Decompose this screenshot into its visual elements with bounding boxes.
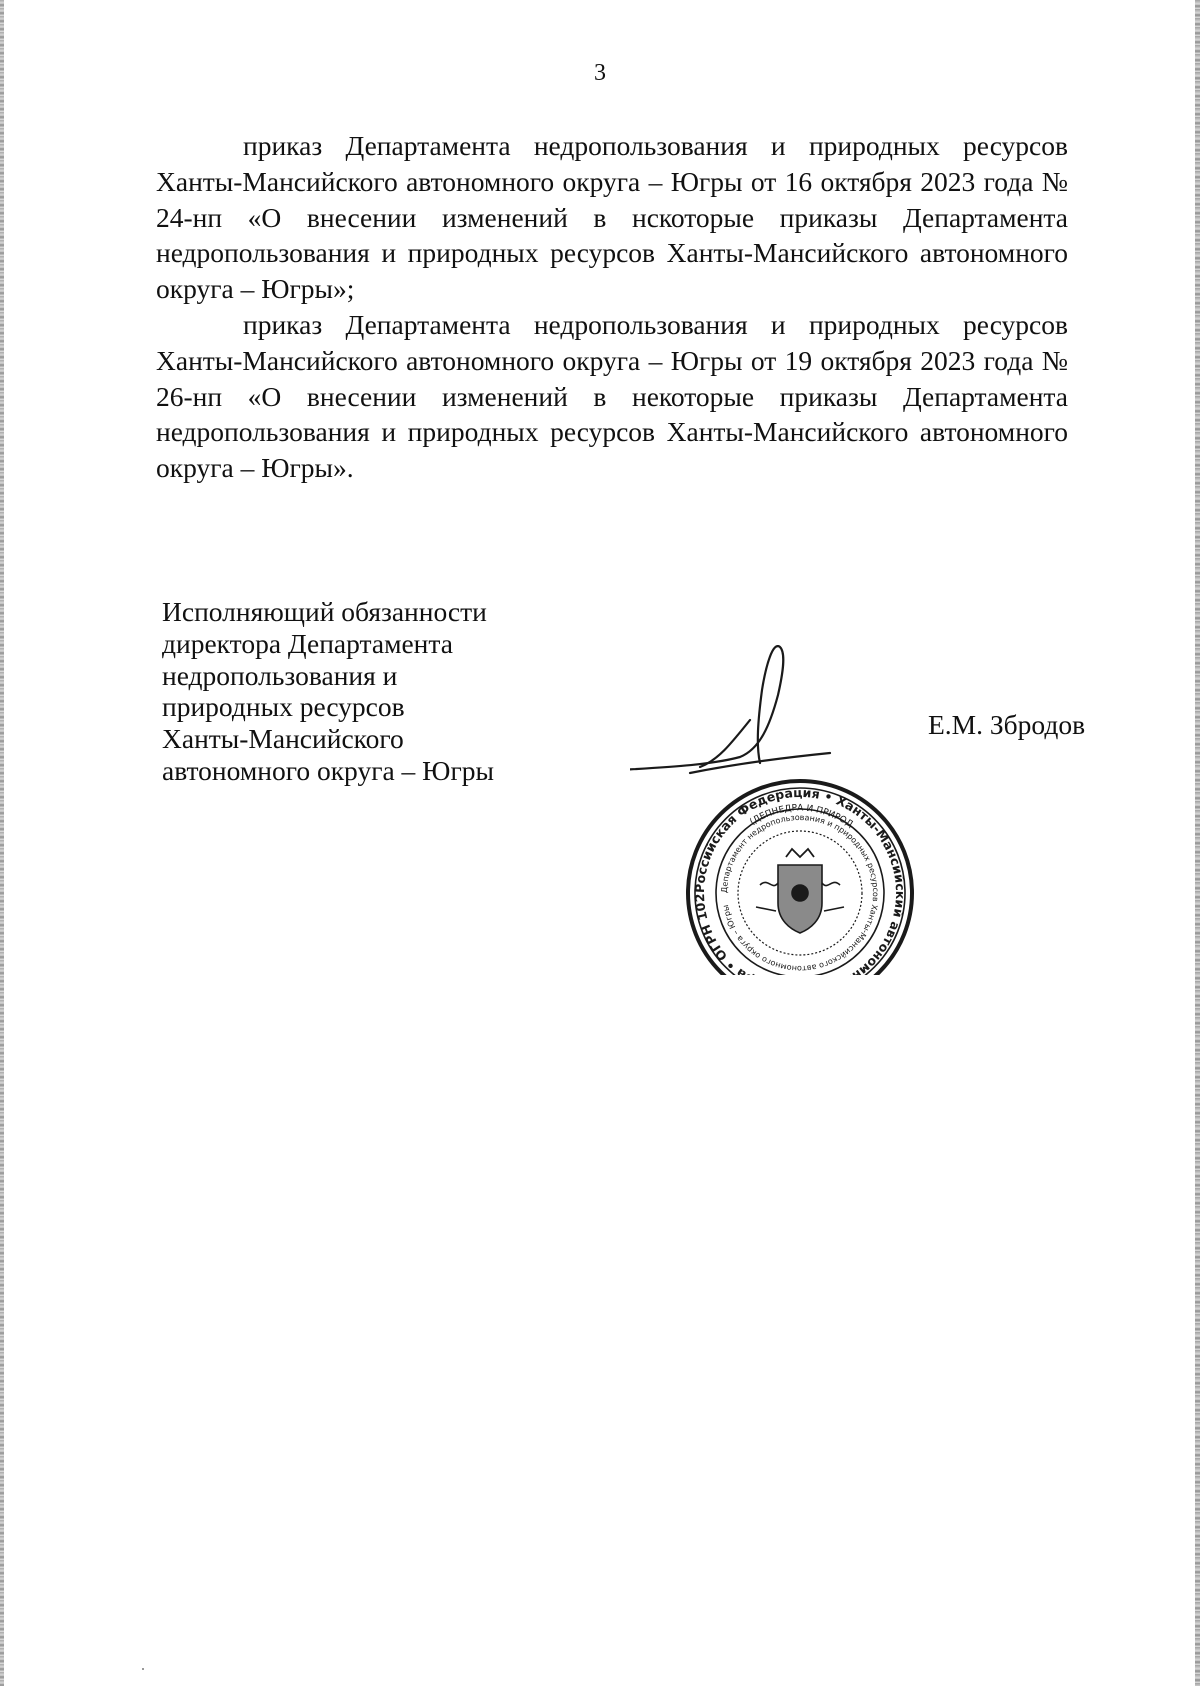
signer-position-line: Исполняющий обязанности [162,596,487,627]
scan-edge-left [0,0,4,1686]
official-seal-stamp [630,645,970,975]
signer-position-line: автономного округа – Югры [162,754,494,786]
signer-position-line: недропользования и [162,659,398,691]
signer-position-line: Ханты-Мансийского [162,723,404,755]
seal-center-textpath: (ДЕПНЕДРА И ПРИРОД [748,803,855,831]
scan-edge-right [1195,0,1200,1686]
coat-of-arms-emblem [756,849,844,933]
seal-inner-textpath: Департамент недропользования и природных ресурсов Ханты-Мансийского автономного округа – Югры [719,812,881,974]
handwritten-signature [630,646,830,773]
page-number: 3 [594,60,606,86]
signer-position [162,596,542,787]
signer-name: Е.М. Збродов [928,709,1086,740]
document-body [156,128,1068,486]
signer-position-line: природных ресурсов [162,691,405,723]
scan-speck [142,1668,144,1670]
seal-and-signature-graphic [630,645,970,975]
signer-position-line: директора Департамента [162,627,453,659]
seal-outer-textpath: Российская Федерация • Ханты-Мансийский автоном а • ОГРН 102 [691,784,909,975]
paragraph-order-26: приказ Департамента недропользования и природных ресурсов Ханты-Мансийского автономного округа – Югры от 19 октября 2023 года № 26-нп «О внесении изменений в некоторые приказы Департамента недропользования и природных ресурсов Ханты-Мансийского автономного округа – Югры». [156,308,1068,484]
paragraph-order-24: приказ Департамента недропользования и природных ресурсов Ханты-Мансийского автономного округа – Югры от 16 октября 2023 года № 24-нп «О внесении изменений в нскоторые приказы Департамента недропользования и природных ресурсов Ханты-Мансийского автономного округа – Югры»; [156,130,1068,305]
